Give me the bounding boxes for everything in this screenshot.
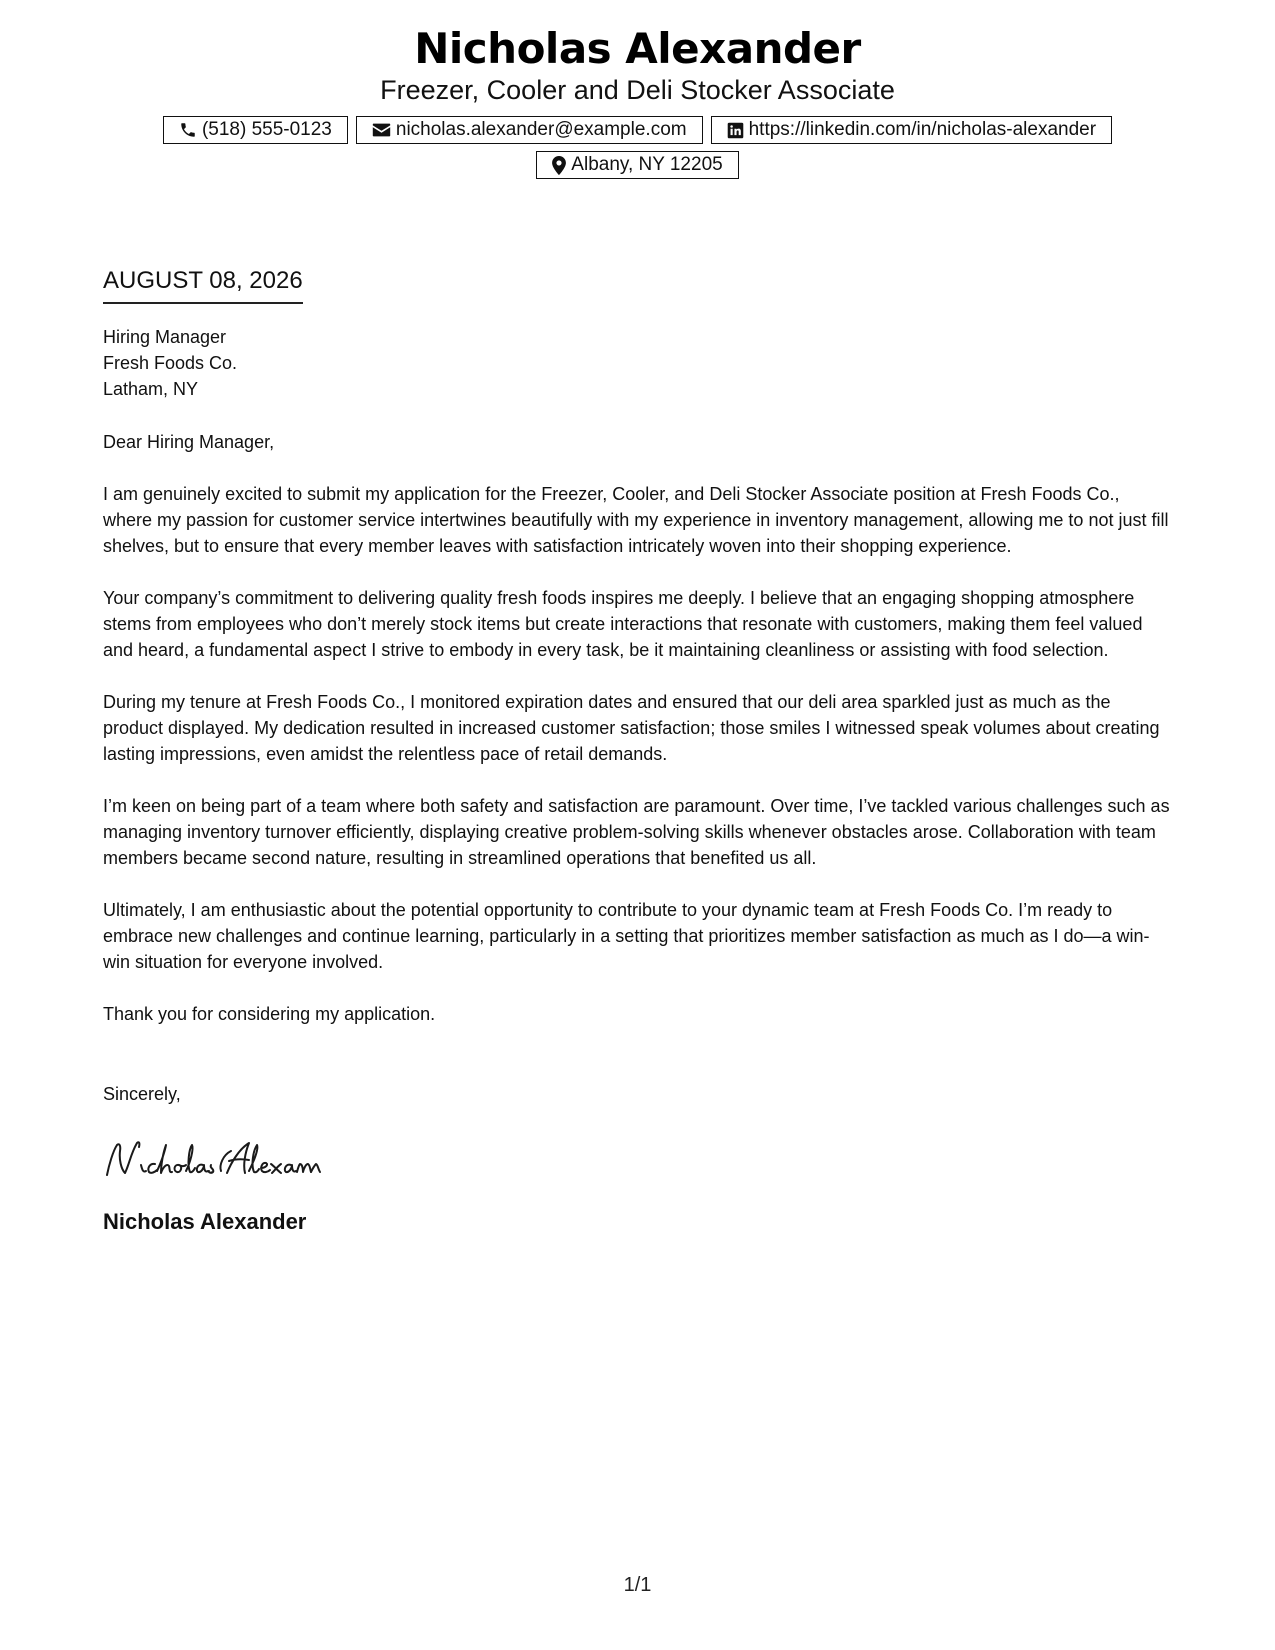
letter-date: AUGUST 08, 2026 (103, 266, 303, 304)
body-paragraph: During my tenure at Fresh Foods Co., I monitored expiration dates and ensured that our deli area sparkled just as much as the product displayed. My dedication resulted in increased customer satisfaction; those smiles I witnessed speak volumes about creating lasting impressions, even amidst the relentless pace of retail demands. (103, 692, 1160, 764)
phone-chip[interactable] (163, 116, 348, 144)
contact-row-primary (0, 116, 1275, 144)
linkedin-chip[interactable] (711, 116, 1112, 144)
closing: Sincerely, (103, 1084, 181, 1104)
body-paragraph: Ultimately, I am enthusiastic about the potential opportunity to contribute to your dynamic team at Fresh Foods Co. I’m ready to embrace new challenges and continue learning, particularly in a setting that prioritizes member satisfaction as much as I do—a win-win situation for everyone involved. (103, 900, 1150, 972)
letter-header (0, 22, 1275, 179)
recipient-location: Latham, NY (103, 379, 199, 399)
letter-body (103, 266, 1173, 1237)
linkedin-text: https://linkedin.com/in/nicholas-alexander (748, 119, 1097, 140)
thank-you-line: Thank you for considering my application. (103, 1004, 436, 1024)
phone-icon (179, 121, 197, 139)
job-title: Freezer, Cooler and Deli Stocker Associate (380, 75, 895, 105)
map-pin-icon (552, 156, 566, 175)
recipient-company: Fresh Foods Co. (103, 353, 238, 373)
recipient-block (103, 324, 1173, 402)
email-text: nicholas.alexander@example.com (395, 119, 687, 140)
phone-text: (518) 555-0123 (201, 119, 332, 140)
recipient-name: Hiring Manager (103, 327, 227, 347)
salutation: Dear Hiring Manager, (103, 432, 275, 452)
location-text: Albany, NY 12205 (571, 154, 723, 175)
handwritten-signature (103, 1135, 1173, 1185)
linkedin-icon (727, 122, 744, 139)
email-chip[interactable] (356, 116, 703, 144)
envelope-icon (372, 122, 391, 138)
signature-drawing (103, 1135, 363, 1185)
location-chip (536, 151, 738, 179)
body-paragraph: I am genuinely excited to submit my application for the Freezer, Cooler, and Deli Stocker Associate position at Fresh Foods Co., where my passion for customer service intertwines beautifully with my experience in inventory management, allowing me to not just fill shelves, but to ensure that every member leaves with satisfaction intricately woven into their shopping experience. (103, 484, 1169, 556)
page-indicator: 1/1 (623, 1574, 652, 1596)
applicant-name: Nicholas Alexander (414, 24, 861, 73)
body-paragraph: I’m keen on being part of a team where both safety and satisfaction are paramount. Over time, I’ve tackled various challenges such as managing inventory turnover efficiently, displaying creative problem-solving skills whenever obstacles arose. Collaboration with team members became second nature, resulting in streamlined operations that benefited us all. (103, 796, 1170, 868)
signer-name: Nicholas Alexander (103, 1209, 307, 1234)
body-paragraph: Your company’s commitment to delivering quality fresh foods inspires me deeply. I believe that an engaging shopping atmosphere stems from employees who don’t merely stock items but create interactions that resonate with customers, making them feel valued and heard, a fundamental aspect I strive to embody in every task, be it maintaining cleanliness or assisting with food selection. (103, 588, 1143, 660)
contact-row-secondary (0, 151, 1275, 179)
